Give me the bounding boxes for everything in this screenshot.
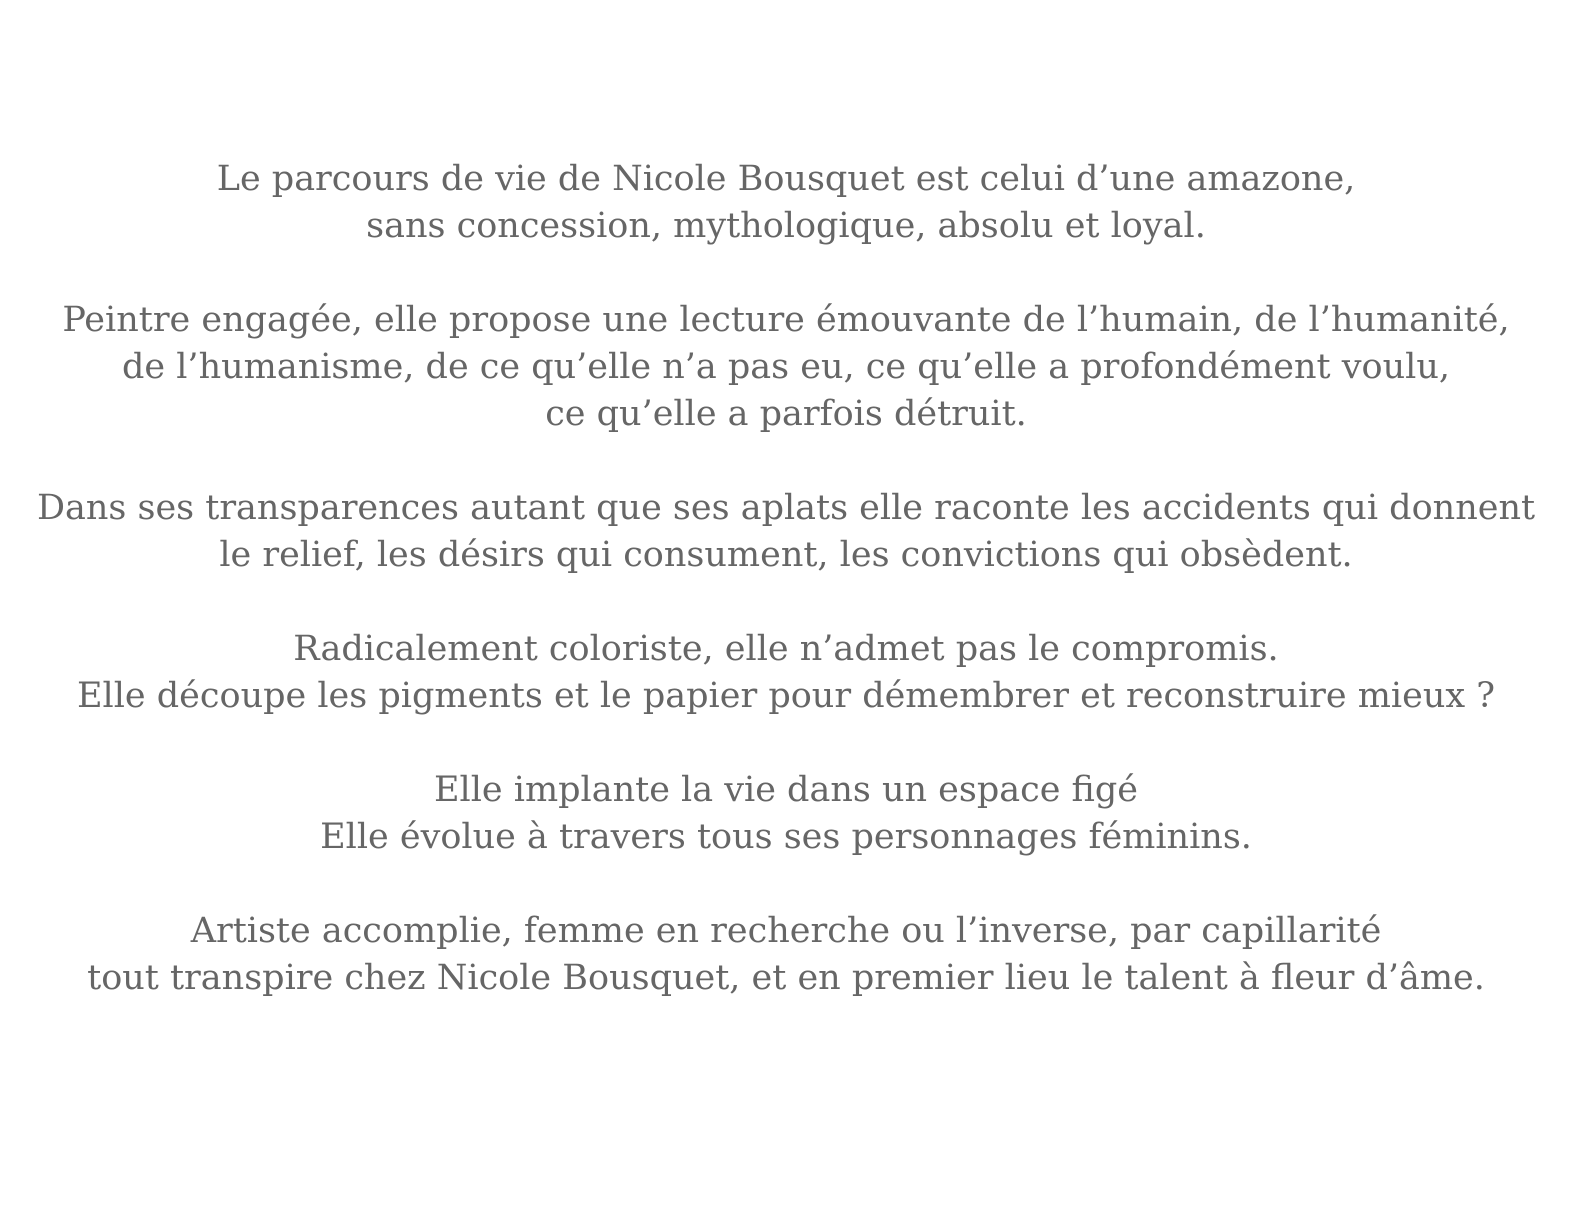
paragraph-line: Radicalement coloriste, elle n’admet pas le compromis. [293,629,1279,669]
paragraph-line: le relief, les désirs qui consument, les convictions qui obsèdent. [219,535,1353,575]
text-block [0,156,1572,1049]
paragraph-line: Elle implante la vie dans un espace figé [433,770,1139,810]
paragraph [0,626,1572,720]
paragraph [0,767,1572,861]
paragraph-line: Elle évolue à travers tous ses personnages féminins. [320,817,1252,857]
paragraph-line: de l’humanisme, de ce qu’elle n’a pas eu, ce qu’elle a profondément voulu, [122,347,1450,387]
paragraph [0,297,1572,438]
paragraph [0,908,1572,1002]
paragraph-line: Artiste accomplie, femme en recherche ou l’inverse, par capillarité [190,911,1382,951]
paragraph-line: ce qu’elle a parfois détruit. [545,394,1027,434]
paragraph-line: Dans ses transparences autant que ses aplats elle raconte les accidents qui donnent [36,488,1536,528]
paragraph-line: Elle découpe les pigments et le papier pour démembrer et reconstruire mieux ? [77,676,1495,716]
paragraph-line: Le parcours de vie de Nicole Bousquet est celui d’une amazone, [216,159,1356,199]
paragraph-line: Peintre engagée, elle propose une lecture émouvante de l’humain, de l’humanité, [62,300,1510,340]
paragraph [0,156,1572,250]
paragraph [0,485,1572,579]
paragraph-line: sans concession, mythologique, absolu et loyal. [366,206,1206,246]
paragraph-line: tout transpire chez Nicole Bousquet, et en premier lieu le talent à fleur d’âme. [87,958,1485,998]
